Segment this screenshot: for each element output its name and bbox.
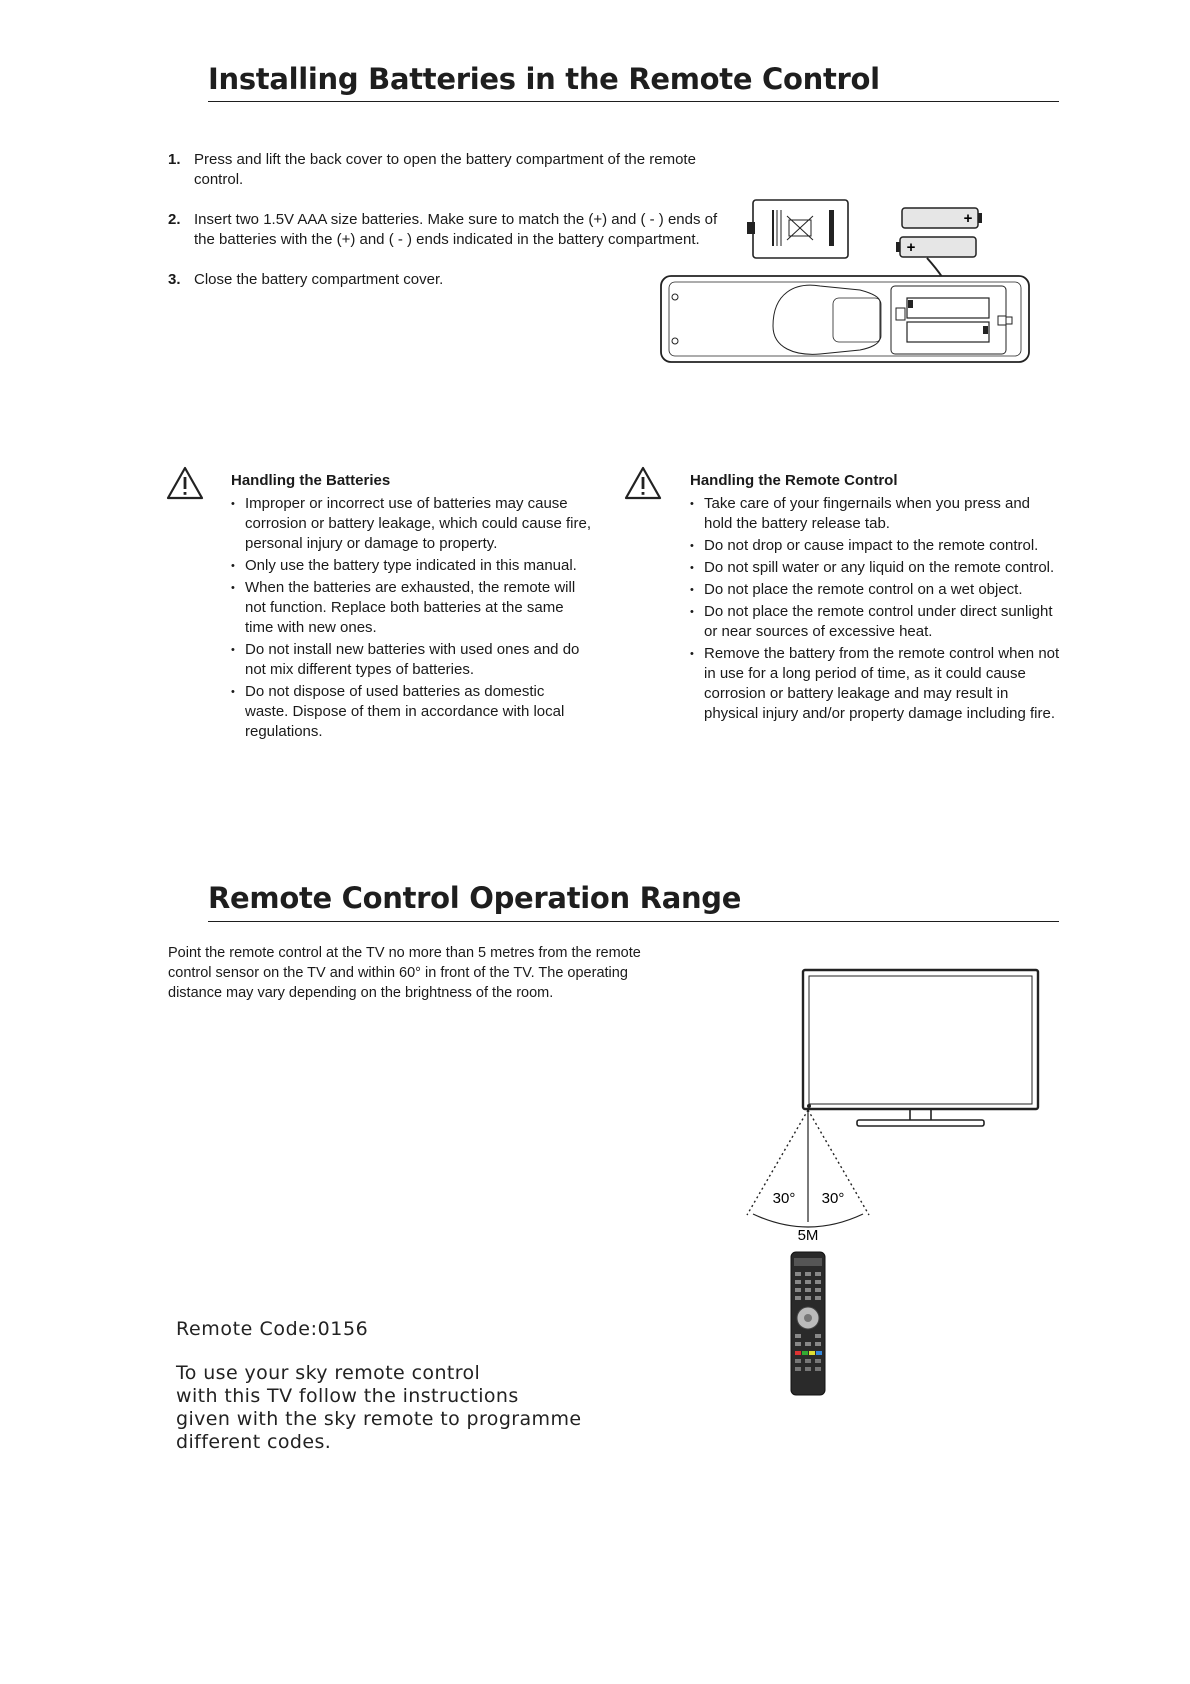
angle-right-label: 30° [821, 1190, 845, 1207]
operation-range-paragraph: Point the remote control at the TV no more than 5 metres from the remote control sensor on the TV and within 60° in front of the TV. The operating distance may vary depending on the brightness of the room. [168, 945, 641, 1001]
operation-range-diagram [740, 960, 1070, 1400]
instruction-line: given with the sky remote to programme [176, 1408, 582, 1430]
list-item: • Do not place the remote control on a wet object. [690, 580, 1062, 600]
tv-icon [803, 970, 1038, 1126]
step-number: 2. [168, 211, 181, 228]
list-item: • Do not drop or cause impact to the remote control. [690, 536, 1062, 556]
distance-label: 5M [797, 1227, 819, 1244]
list-item: • Remove the battery from the remote control when not in use for a long period of time, as it could cause corrosion or battery leakage and may result in physical injury and/or property damage including fire. [690, 644, 1062, 724]
instruction-line: with this TV follow the instructions [176, 1385, 519, 1407]
step-text: Close the battery compartment cover. [194, 271, 444, 288]
remote-control-icon [791, 1252, 825, 1395]
list-item: • Take care of your fingernails when you press and hold the battery release tab. [690, 494, 1062, 534]
remote-back-outline [661, 276, 1029, 362]
battery-compartment-illustration [655, 198, 1035, 368]
step-item [166, 270, 726, 290]
list-item: • Do not spill water or any liquid on the remote control. [690, 558, 1062, 578]
section-divider [208, 101, 1059, 102]
list-item: • Do not dispose of used batteries as domestic waste. Dispose of them in accordance with local regulations. [231, 682, 591, 742]
section-title-installing-batteries: Installing Batteries in the Remote Control [208, 62, 880, 96]
handling-remote-list [690, 494, 1062, 726]
list-item: • When the batteries are exhausted, the remote will not function. Replace both batteries at the same time with new ones. [231, 578, 591, 638]
battery-cover-icon [747, 200, 848, 258]
section-divider [208, 921, 1059, 922]
list-item: • Improper or incorrect use of batteries may cause corrosion or battery leakage, which could cause fire, personal injury or damage to property. [231, 494, 591, 554]
handling-remote-title: Handling the Remote Control [690, 472, 898, 489]
list-item: • Only use the battery type indicated in this manual. [231, 556, 591, 576]
step-number: 3. [168, 271, 181, 288]
handling-batteries-title: Handling the Batteries [231, 472, 391, 489]
step-item [166, 210, 726, 250]
list-item: • Do not install new batteries with used ones and do not mix different types of batteries. [231, 640, 591, 680]
aaa-battery-icon [896, 237, 976, 257]
aaa-battery-icon [902, 208, 982, 228]
warning-icon [624, 466, 662, 500]
svg-text:+: + [906, 239, 916, 256]
installation-steps [166, 150, 726, 310]
handling-batteries-list [231, 494, 591, 744]
step-item [166, 150, 726, 190]
step-text: Insert two 1.5V AAA size batteries. Make sure to match the (+) and ( - ) ends of the batteries with the (+) and ( - ) ends indicated in the battery compartment. [194, 211, 718, 248]
list-item: • Do not place the remote control under direct sunlight or near sources of excessive heat. [690, 602, 1062, 642]
instruction-line: different codes. [176, 1431, 332, 1453]
range-lines [747, 1110, 869, 1227]
instruction-line: To use your sky remote control [176, 1362, 481, 1384]
remote-code: Remote Code:0156 [176, 1318, 369, 1340]
svg-text:+: + [963, 210, 973, 227]
sky-remote-instructions [176, 1362, 596, 1454]
step-text: Press and lift the back cover to open the battery compartment of the remote control. [194, 151, 696, 188]
step-number: 1. [168, 151, 181, 168]
angle-left-label: 30° [772, 1190, 796, 1207]
section-title-operation-range: Remote Control Operation Range [208, 881, 742, 915]
warning-icon [166, 466, 204, 500]
